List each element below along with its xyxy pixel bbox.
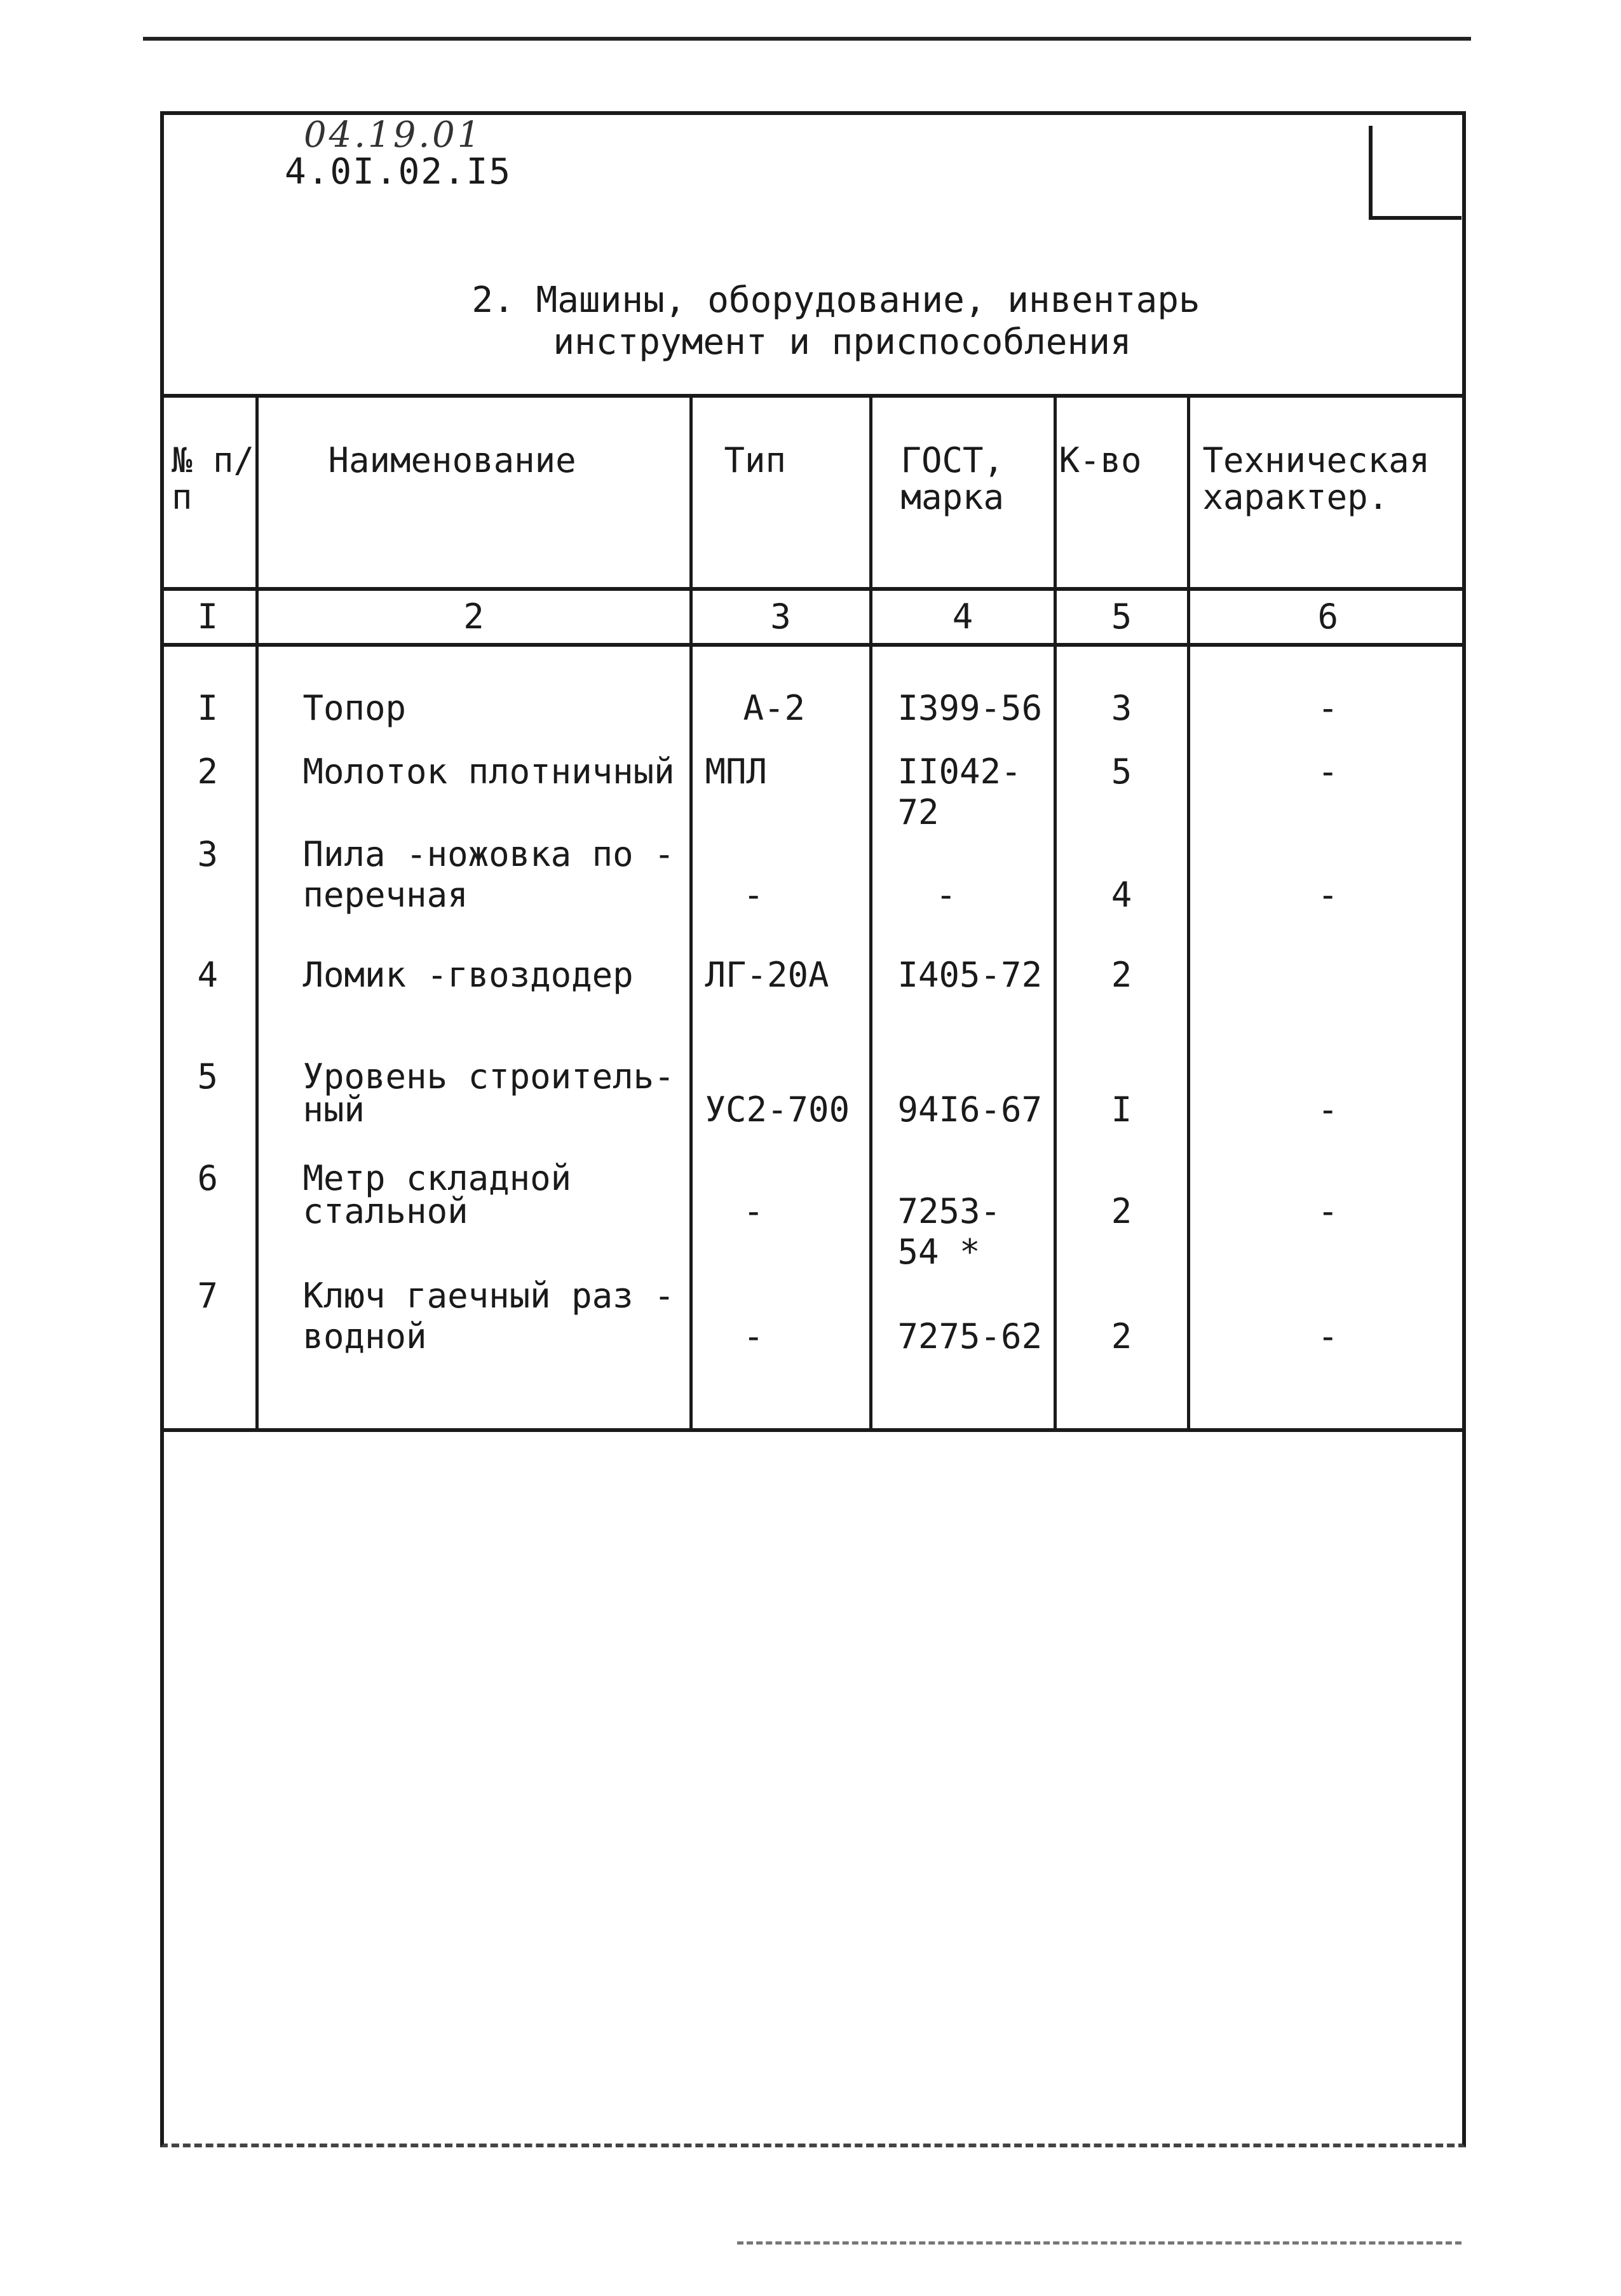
item-gost: - xyxy=(871,834,1055,955)
item-name-line-2: ный xyxy=(302,1090,365,1130)
table-row xyxy=(160,752,1466,834)
item-type: - xyxy=(691,834,871,955)
header-type: Тип xyxy=(691,396,871,589)
column-number: 3 xyxy=(691,589,871,645)
header-tech: Техническая характер. xyxy=(1188,396,1466,589)
item-quantity: I xyxy=(1055,1057,1188,1158)
section-title xyxy=(0,280,1621,363)
item-name-line-1: Пила -ножовка по - xyxy=(302,834,675,874)
table-row xyxy=(160,1158,1466,1276)
item-name xyxy=(257,1158,691,1276)
item-name-line-1: Метр складной xyxy=(302,1158,572,1198)
document-code: 4.0I.02.I5 xyxy=(285,151,512,192)
row-number: I xyxy=(197,688,218,728)
item-tech-spec: - xyxy=(1188,834,1466,955)
item-gost: I399-56 xyxy=(871,645,1055,752)
item-gost: I405-72 xyxy=(871,955,1055,1057)
item-tech-spec: - xyxy=(1188,1276,1466,1430)
table-row xyxy=(160,955,1466,1057)
item-name xyxy=(257,834,691,955)
item-name-line-2: стальной xyxy=(302,1191,468,1231)
item-gost: 7275-62 xyxy=(871,1276,1055,1430)
item-quantity: 2 xyxy=(1055,1158,1188,1276)
row-number: 6 xyxy=(197,1158,218,1198)
item-name xyxy=(257,645,691,752)
row-number: 5 xyxy=(197,1057,218,1097)
item-tech-spec: - xyxy=(1188,645,1466,752)
item-gost: II042-72 xyxy=(871,752,1055,834)
item-name-line-1: Уровень строитель- xyxy=(302,1057,675,1097)
section-title-line-2: инструмент и приспособления xyxy=(553,321,1132,363)
item-gost: 94I6-67 xyxy=(871,1057,1055,1158)
table-row xyxy=(160,645,1466,752)
column-number: 2 xyxy=(257,589,691,645)
table-header-row xyxy=(160,396,1466,589)
item-type: - xyxy=(691,1158,871,1276)
header-qty: К-во xyxy=(1055,396,1188,589)
row-number: 4 xyxy=(197,955,218,995)
item-name-line-1: Ломик -гвоздодер xyxy=(302,955,634,995)
row-number: 2 xyxy=(197,752,218,792)
item-name xyxy=(257,955,691,1057)
item-quantity: 2 xyxy=(1055,955,1188,1057)
item-name xyxy=(257,1057,691,1158)
item-name-line-2: водной xyxy=(302,1316,427,1356)
item-quantity: 3 xyxy=(1055,645,1188,752)
header-name: Наименование xyxy=(257,396,691,589)
equipment-table xyxy=(160,394,1466,1432)
item-name-line-2: перечная xyxy=(302,875,468,915)
header-num: № п/п xyxy=(160,396,257,589)
table-row xyxy=(160,1276,1466,1430)
equipment-table-wrap xyxy=(160,394,1466,1432)
item-name xyxy=(257,1276,691,1430)
table-row xyxy=(160,1057,1466,1158)
item-tech-spec: - xyxy=(1188,1158,1466,1276)
item-type: УС2-700 xyxy=(691,1057,871,1158)
item-tech-spec xyxy=(1188,955,1466,1057)
item-name xyxy=(257,752,691,834)
column-number: 6 xyxy=(1188,589,1466,645)
item-tech-spec: - xyxy=(1188,752,1466,834)
item-gost-line-1: 7253- xyxy=(897,1191,1001,1231)
row-number: 3 xyxy=(197,834,218,874)
item-name-line-1: Топор xyxy=(302,688,407,728)
column-number-row xyxy=(160,589,1466,645)
item-gost xyxy=(871,1158,1055,1276)
item-type: - xyxy=(691,1276,871,1430)
item-quantity: 5 xyxy=(1055,752,1188,834)
item-name-line-1: Ключ гаечный раз - xyxy=(302,1276,675,1316)
column-number: 5 xyxy=(1055,589,1188,645)
table-row xyxy=(160,834,1466,955)
row-number: 7 xyxy=(160,1276,257,1430)
item-type: МПЛ xyxy=(691,752,871,834)
top-rule xyxy=(143,37,1471,41)
item-type: А-2 xyxy=(691,645,871,752)
handwritten-code: 04.19.01 xyxy=(304,114,483,156)
item-quantity: 4 xyxy=(1055,834,1188,955)
column-number: I xyxy=(160,589,257,645)
column-number: 4 xyxy=(871,589,1055,645)
item-gost-line-2: 54 * xyxy=(897,1232,980,1272)
corner-stamp-box xyxy=(1369,126,1462,220)
item-tech-spec: - xyxy=(1188,1057,1466,1158)
header-gost: ГОСТ, марка xyxy=(871,396,1055,589)
item-type: ЛГ-20А xyxy=(691,955,871,1057)
section-title-line-1: 2. Машины, оборудование, инвентарь xyxy=(471,280,1200,321)
bottom-dashed-rule xyxy=(737,2241,1462,2245)
item-name-line-1: Молоток плотничный xyxy=(302,752,675,792)
item-quantity: 2 xyxy=(1055,1276,1188,1430)
